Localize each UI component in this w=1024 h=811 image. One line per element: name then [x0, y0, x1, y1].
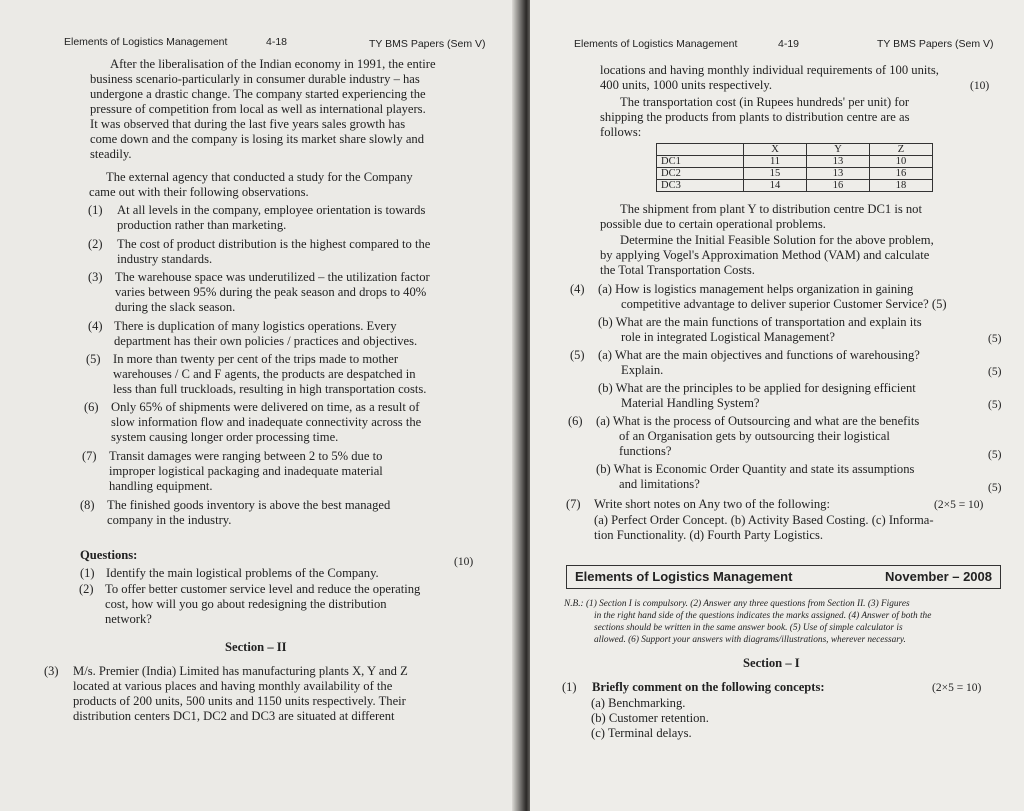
intro-line: steadily.: [90, 147, 132, 161]
intro-line: After the liberalisation of the Indian economy in 1991, the entire: [110, 57, 436, 71]
question-number: (2): [79, 582, 94, 596]
table-header-cell: Y: [807, 144, 870, 156]
table-header-row: [657, 144, 933, 156]
q6a-line: functions?: [619, 444, 672, 458]
obs-number: (7): [82, 449, 97, 463]
agency-line: came out with their following observations.: [89, 185, 309, 199]
obs-line: Transit damages were ranging between 2 to 5% due to: [109, 449, 383, 463]
left-header-edition: TY BMS Papers (Sem V): [369, 38, 486, 50]
table-cell: 14: [744, 180, 807, 192]
q4b-marks: (5): [988, 333, 1002, 345]
q4a-line: (a) How is logistics management helps organization in gaining: [598, 282, 914, 296]
obs-number: (2): [88, 237, 103, 251]
q3-cont-line: 400 units, 1000 units respectively.: [600, 78, 772, 92]
banner-title: Elements of Logistics Management: [575, 569, 793, 584]
table-cell: 10: [870, 156, 933, 168]
q7-marks: (2×5 = 10): [934, 499, 984, 511]
question-line: To offer better customer service level and reduce the operating: [105, 582, 421, 596]
q4b-line: role in integrated Logistical Management?: [621, 330, 836, 344]
obs-line: There is duplication of many logistics operations. Every: [114, 319, 397, 333]
after-table-line: The shipment from plant Y to distribution centre DC1 is not: [620, 202, 922, 216]
q6a-line: of an Organisation gets by outsourcing their logistical: [619, 429, 890, 443]
q7-line: (a) Perfect Order Concept. (b) Activity Based Costing. (c) Informa-: [594, 513, 934, 527]
q4-number: (4): [570, 282, 585, 296]
table-row-label: DC1: [657, 156, 744, 168]
obs-number: (4): [88, 319, 103, 333]
cost-line: shipping the products from plants to distribution centre are as: [600, 110, 910, 124]
table-row: [657, 168, 933, 180]
obs-number: (3): [88, 270, 103, 284]
obs-line: The cost of product distribution is the highest compared to the: [117, 237, 431, 251]
q6b-marks: (5): [988, 482, 1002, 494]
q5a-line: Explain.: [621, 363, 664, 377]
q6a-line: (a) What is the process of Outsourcing and what are the benefits: [596, 414, 920, 428]
table-row: [657, 180, 933, 192]
obs-line: At all levels in the company, employee orientation is towards: [117, 203, 426, 217]
table-cell: 11: [744, 156, 807, 168]
q1-marks: (2×5 = 10): [932, 682, 982, 694]
table-cell: 13: [807, 156, 870, 168]
question-line: cost, how will you go about redesigning the distribution: [105, 597, 387, 611]
obs-line: production rather than marketing.: [117, 218, 287, 232]
q4a-line: competitive advantage to deliver superior Customer Service? (5): [621, 297, 947, 311]
q6-number: (6): [568, 414, 583, 428]
table-header-cell: X: [744, 144, 807, 156]
obs-line: The warehouse space was underutilized – the utilization factor: [115, 270, 430, 284]
q3-line: distribution centers DC1, DC2 and DC3 are situated at different: [73, 709, 395, 723]
q6b-line: (b) What is Economic Order Quantity and state its assumptions: [596, 462, 915, 476]
banner-date: November – 2008: [885, 569, 992, 584]
determine-line: the Total Transportation Costs.: [600, 263, 755, 277]
q1-item: (a) Benchmarking.: [591, 696, 686, 710]
question-line: network?: [105, 612, 152, 626]
q6b-line: and limitations?: [619, 477, 700, 491]
left-header-book: Elements of Logistics Management: [64, 36, 228, 48]
q3-line: M/s. Premier (India) Limited has manufacturing plants X, Y and Z: [73, 664, 408, 678]
q1-line: Briefly comment on the following concepts:: [592, 680, 825, 694]
intro-line: It was observed that during the last five years sales growth has: [90, 117, 406, 131]
q3-number: (3): [44, 664, 59, 678]
cost-line: follows:: [600, 125, 642, 139]
obs-line: Only 65% of shipments were delivered on time, as a result of: [111, 400, 420, 414]
left-section-title: Section – II: [225, 640, 287, 654]
intro-line: business scenario-particularly in consumer durable industry – has: [90, 72, 420, 86]
table-header-cell: [657, 144, 744, 156]
q5b-line: Material Handling System?: [621, 396, 760, 410]
obs-line: slow information flow and inadequate connectivity across the: [111, 415, 422, 429]
determine-line: Determine the Initial Feasible Solution for the above problem,: [620, 233, 934, 247]
obs-number: (8): [80, 498, 95, 512]
intro-line: come down and the company is losing its market share slowly and: [90, 132, 425, 146]
determine-line: by applying Vogel's Approximation Method (VAM) and calculate: [600, 248, 930, 262]
obs-line: handling equipment.: [109, 479, 213, 493]
nb-line: N.B.: (1) Section I is compulsory. (2) Answer any three questions from Section II. (3) Figures: [564, 599, 910, 609]
intro-line: undergone a drastic change. The company started experiencing the: [90, 87, 426, 101]
q4b-line: (b) What are the main functions of transportation and explain its: [598, 315, 922, 329]
right-header-book: Elements of Logistics Management: [574, 38, 738, 50]
right-header-edition: TY BMS Papers (Sem V): [877, 38, 994, 50]
nb-line: allowed. (6) Support your answers with diagrams/illustrations, wherever necessary.: [594, 635, 906, 645]
q1-item: (b) Customer retention.: [591, 711, 709, 725]
obs-number: (6): [84, 400, 99, 414]
questions-title: Questions:: [80, 548, 138, 562]
q5b-line: (b) What are the principles to be applied for designing efficient: [598, 381, 916, 395]
table-row: [657, 156, 933, 168]
obs-number: (1): [88, 203, 103, 217]
table-row-label: DC3: [657, 180, 744, 192]
table-cell: 18: [870, 180, 933, 192]
question-line: Identify the main logistical problems of the Company.: [106, 566, 379, 580]
q5a-marks: (5): [988, 366, 1002, 378]
q6a-marks: (5): [988, 449, 1002, 461]
obs-line: varies between 95% during the peak season and drops to 40%: [115, 285, 427, 299]
question-number: (1): [80, 566, 95, 580]
obs-line: warehouses / C and F agents, the products are despatched in: [113, 367, 416, 381]
q3-line: located at various places and having monthly availability of the: [73, 679, 393, 693]
table-cell: 16: [807, 180, 870, 192]
questions-marks: (10): [454, 556, 474, 568]
q1-item: (c) Terminal delays.: [591, 726, 692, 740]
q7-number: (7): [566, 497, 581, 511]
transport-cost-table: [656, 143, 933, 192]
exam-banner: [566, 565, 1001, 589]
q3-cont-line: locations and having monthly individual requirements of 100 units,: [600, 63, 939, 77]
obs-line: during the slack season.: [115, 300, 236, 314]
q1-number: (1): [562, 680, 577, 694]
obs-line: The finished goods inventory is above the best managed: [107, 498, 391, 512]
left-header-page: 4-18: [266, 36, 288, 48]
obs-line: industry standards.: [117, 252, 213, 266]
table-header-cell: Z: [870, 144, 933, 156]
obs-line: department has their own policies / practices and objectives.: [114, 334, 418, 348]
table-cell: 16: [870, 168, 933, 180]
obs-line: company in the industry.: [107, 513, 232, 527]
q7-line: tion Functionality. (d) Fourth Party Logistics.: [594, 528, 824, 542]
intro-line: pressure of competition from local as well as international players.: [90, 102, 426, 116]
q5-number: (5): [570, 348, 585, 362]
table-cell: 15: [744, 168, 807, 180]
q3-line: products of 200 units, 500 units and 1150 units respectively. Their: [73, 694, 406, 708]
after-table-line: possible due to certain operational problems.: [600, 217, 826, 231]
q7-line: Write short notes on Any two of the following:: [594, 497, 830, 511]
q5a-line: (a) What are the main objectives and functions of warehousing?: [598, 348, 920, 362]
agency-line: The external agency that conducted a study for the Company: [106, 170, 413, 184]
nb-line: in the right hand side of the questions indicates the marks assigned. (4) Answer of both the: [594, 611, 932, 621]
obs-line: improper logistical packaging and inadequate material: [109, 464, 383, 478]
q5b-marks: (5): [988, 399, 1002, 411]
table-row-label: DC2: [657, 168, 744, 180]
right-section-title: Section – I: [743, 656, 800, 670]
nb-line: sections should be written in the same answer book. (5) Use of simple calculator is: [594, 623, 903, 633]
obs-line: system causing longer order processing time.: [111, 430, 339, 444]
q3-marks: (10): [970, 80, 990, 92]
right-header-page: 4-19: [778, 38, 800, 50]
obs-line: In more than twenty per cent of the trips made to mother: [113, 352, 399, 366]
cost-line: The transportation cost (in Rupees hundreds' per unit) for: [620, 95, 910, 109]
obs-number: (5): [86, 352, 101, 366]
table-cell: 13: [807, 168, 870, 180]
obs-line: less than full truckloads, resulting in high transportation costs.: [113, 382, 427, 396]
